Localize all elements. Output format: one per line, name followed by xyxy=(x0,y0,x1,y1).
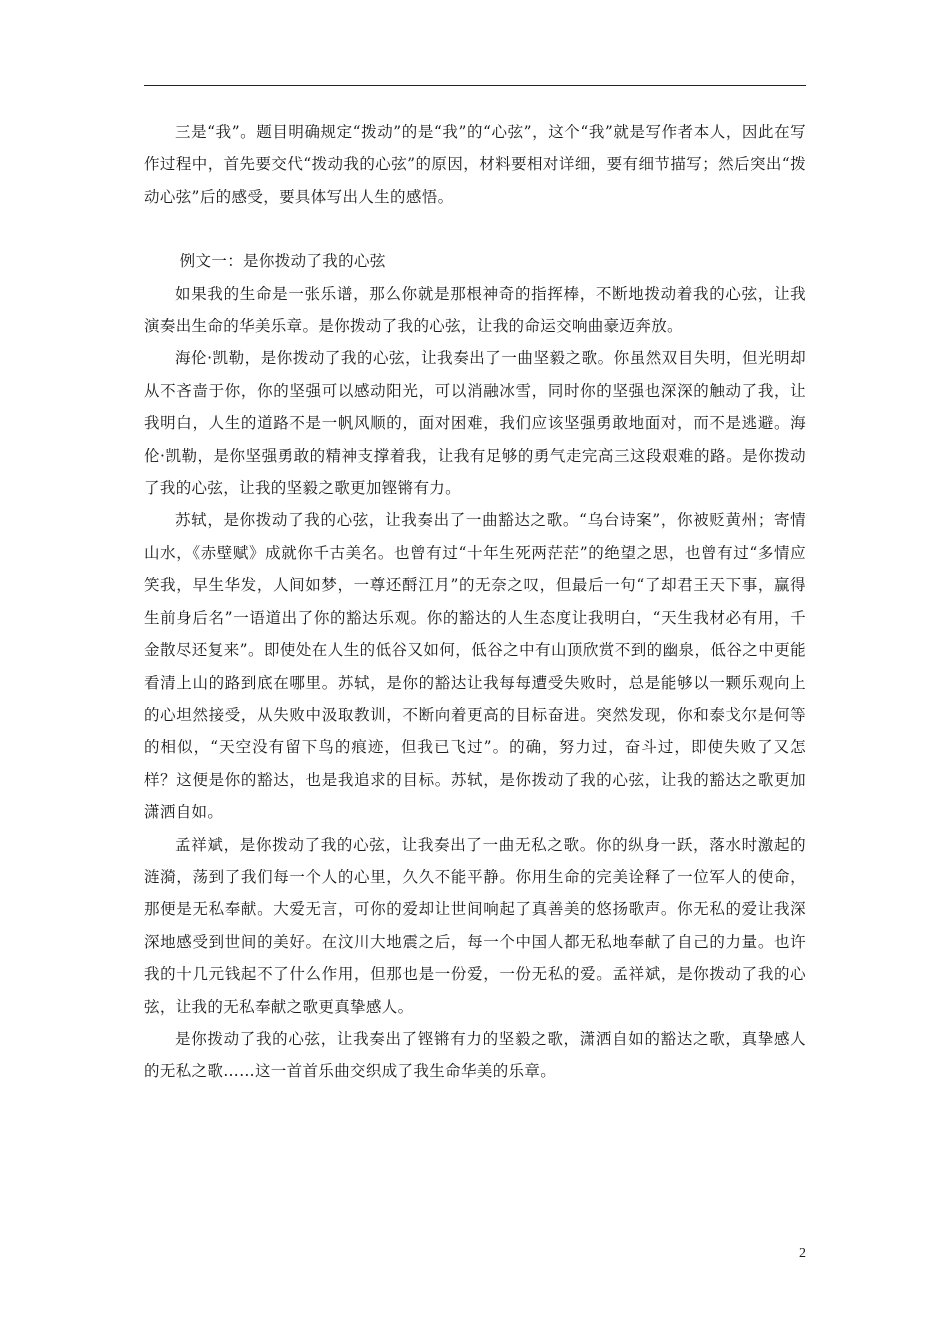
page-number: 2 xyxy=(799,1246,806,1261)
essay-paragraph: 是你拨动了我的心弦，让我奏出了铿锵有力的坚毅之歌，潇洒自如的豁达之歌，真挚感人的无私之歌……这一首首乐曲交织成了我生命华美的乐章。 xyxy=(144,1029,806,1081)
document-body xyxy=(144,116,806,1088)
essay-paragraph: 苏轼，是你拨动了我的心弦，让我奏出了一曲豁达之歌。“乌台诗案”，你被贬黄州；寄情山水，《赤壁赋》成就你千古美名。也曾有过“十年生死两茫茫”的绝望之思，也曾有过“多情应笑我，早生华发，人间如梦，一尊还酹江月”的无奈之叹，但最后一句“了却君王天下事，赢得生前身后名”一语道出了你的豁达乐观。你的豁达的人生态度让我明白，“天生我材必有用，千金散尽还复来”。即使处在人生的低谷又如何，低谷之中有山顶欣赏不到的幽泉，低谷之中更能看清上山的路到底在哪里。苏轼，是你的豁达让我每每遭受失败时，总是能够以一颗乐观向上的心坦然接受，从失败中汲取教训，不断向着更高的目标奋进。突然发现，你和泰戈尔是何等的相似，“天空没有留下鸟的痕迹，但我已飞过”。的确，努力过，奋斗过，即使失败了又怎样？这便是你的豁达，也是我追求的目标。苏轼，是你拨动了我的心弦，让我的豁达之歌更加潇洒自如。 xyxy=(144,511,806,822)
essay-paragraph: 海伦·凯勒，是你拨动了我的心弦，让我奏出了一曲坚毅之歌。你虽然双目失明，但光明却从不吝啬于你，你的坚强可以感动阳光，可以消融冰雪，同时你的坚强也深深的触动了我，让我明白，人生的道路不是一帆风顺的，面对困难，我们应该坚强勇敢地面对，而不是逃避。海伦·凯勒，是你坚强勇敢的精神支撑着我，让我有足够的勇气走完高三这段艰难的路。是你拨动了我的心弦，让我的坚毅之歌更加铿锵有力。 xyxy=(144,349,806,498)
essay-paragraph: 孟祥斌，是你拨动了我的心弦，让我奏出了一曲无私之歌。你的纵身一跃，落水时激起的涟漪，荡到了我们每一个人的心里，久久不能平静。你用生命的完美诠释了一位军人的使命，那便是无私奉献。大爱无言，可你的爱却让世间响起了真善美的悠扬歌声。你无私的爱让我深深地感受到世间的美好。在汶川大地震之后，每一个中国人都无私地奉献了自己的力量。也许我的十几元钱起不了什么作用，但那也是一份爱，一份无私的爱。孟祥斌，是你拨动了我的心弦，让我的无私奉献之歌更真挚感人。 xyxy=(144,835,806,1016)
intro-paragraph: 三是“我”。题目明确规定“拨动”的是“我”的“心弦”，这个“我”就是写作者本人，因此在写作过程中，首先要交代“拨动我的心弦”的原因，材料要相对详细，要有细节描写；然后突出“拨动心弦”后的感受，要具体写出人生的感悟。 xyxy=(144,123,806,206)
header-rule xyxy=(144,85,806,86)
essay-paragraph: 如果我的生命是一张乐谱，那么你就是那根神奇的指挥棒，不断地拨动着我的心弦，让我演奏出生命的华美乐章。是你拨动了我的心弦，让我的命运交响曲豪迈奔放。 xyxy=(144,284,806,336)
example-title: 例文一：是你拨动了我的心弦 xyxy=(179,252,386,271)
